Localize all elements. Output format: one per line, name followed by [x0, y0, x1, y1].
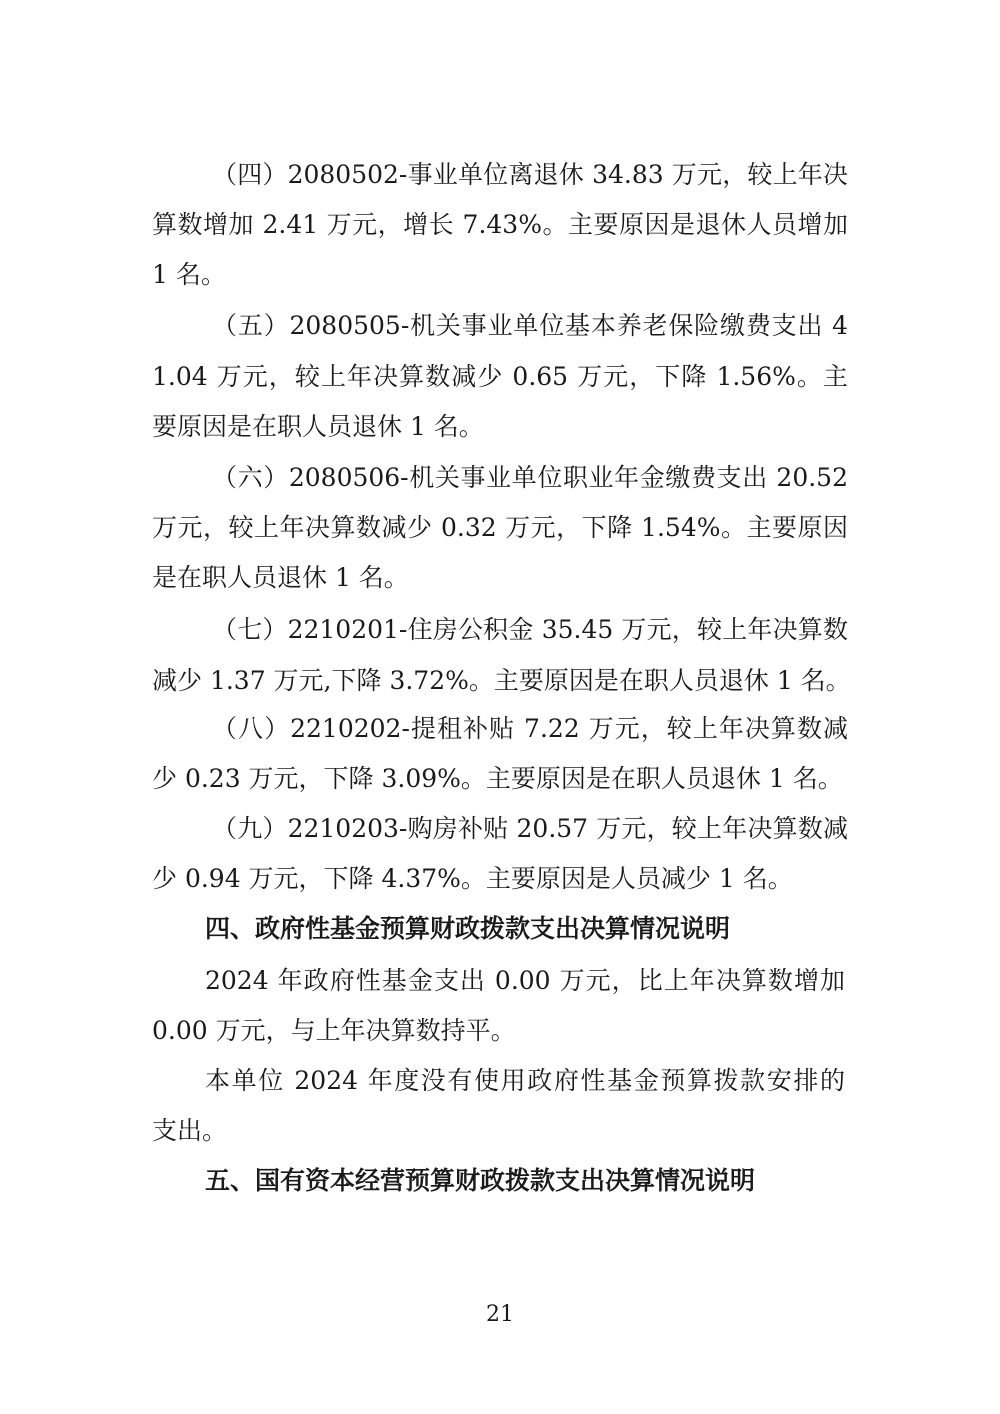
paragraph-line: 少 0.23 万元，下降 3.09%。主要原因是在职人员退休 1 名。 [152, 764, 843, 793]
paragraph-line: 是在职人员退休 1 名。 [152, 563, 409, 592]
paragraph-line: （八）2210202-提租补贴 7.22 万元，较上年决算数减 [212, 714, 848, 743]
paragraph-line: 2024 年政府性基金支出 0.00 万元，比上年决算数增加 [205, 966, 845, 995]
paragraph-line: （七）2210201-住房公积金 35.45 万元，较上年决算数 [212, 615, 848, 644]
paragraph-line: （五）2080505-机关事业单位基本养老保险缴费支出 4 [212, 311, 848, 340]
paragraph-line: 1 名。 [152, 260, 226, 289]
paragraph-line: 1.04 万元，较上年决算数减少 0.65 万元，下降 1.56%。主 [152, 362, 848, 391]
paragraph-line: 减少 1.37 万元,下降 3.72%。主要原因是在职人员退休 1 名。 [152, 666, 851, 695]
paragraph-line: 万元，较上年决算数减少 0.32 万元，下降 1.54%。主要原因 [152, 513, 848, 542]
paragraph-line: （六）2080506-机关事业单位职业年金缴费支出 20.52 [212, 463, 848, 492]
paragraph-line: 本单位 2024 年度没有使用政府性基金预算拨款安排的 [205, 1066, 845, 1095]
paragraph-line: 支出。 [152, 1116, 228, 1145]
paragraph-line: 少 0.94 万元，下降 4.37%。主要原因是人员减少 1 名。 [152, 864, 793, 893]
section-heading: 四、政府性基金预算财政拨款支出决算情况说明 [205, 914, 731, 943]
page-number: 21 [486, 1302, 514, 1327]
paragraph-line: 要原因是在职人员退休 1 名。 [152, 412, 484, 441]
section-heading: 五、国有资本经营预算财政拨款支出决算情况说明 [205, 1166, 756, 1195]
paragraph-line: （九）2210203-购房补贴 20.57 万元，较上年决算数减 [212, 814, 848, 843]
paragraph-line: （四）2080502-事业单位离退休 34.83 万元，较上年决 [212, 160, 848, 189]
paragraph-line: 0.00 万元，与上年决算数持平。 [152, 1016, 516, 1045]
paragraph-line: 算数增加 2.41 万元，增长 7.43%。主要原因是退休人员增加 [152, 210, 848, 239]
